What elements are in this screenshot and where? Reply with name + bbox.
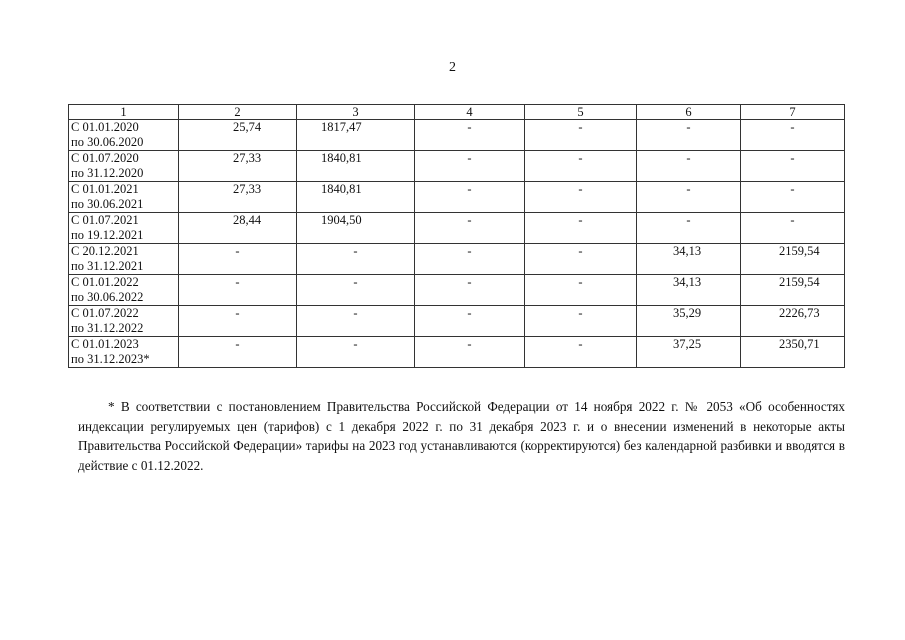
value-cell-col-5: - — [525, 182, 637, 213]
value-cell-col-4: - — [415, 275, 525, 306]
value-cell-col-2: 25,74 — [179, 120, 297, 151]
table-row — [69, 151, 845, 182]
period-end: по 30.06.2020 — [71, 135, 144, 149]
period-cell — [69, 244, 179, 275]
period-cell — [69, 213, 179, 244]
footnote: * В соответствии с постановлением Правительства Российской Федерации от 14 ноября 2022 г. № 2053 «Об особенностях индексации регулируемых цен (тарифов) с 1 декабря 2022 г. по 31 декабря 2023 г. и о внесении изменений в некоторые акты Правительства Российской Федерации» тарифы на 2023 год устанавливаются (корректируются) без календарной разбивки и вводятся в действие с 01.12.2022. — [78, 399, 845, 473]
period-end: по 19.12.2021 — [71, 228, 144, 242]
table-row — [69, 275, 845, 306]
value-cell-col-5: - — [525, 275, 637, 306]
value-cell-col-4: - — [415, 120, 525, 151]
column-header-3: 3 — [297, 105, 415, 120]
value-cell-col-4: - — [415, 182, 525, 213]
period-start: С 01.07.2022 — [71, 306, 139, 320]
period-start: С 01.01.2023 — [71, 337, 139, 351]
tariff-table — [68, 104, 845, 368]
period-end: по 31.12.2023* — [71, 352, 150, 366]
value-cell-col-4: - — [415, 151, 525, 182]
table-body — [69, 120, 845, 368]
value-cell-col-5: - — [525, 306, 637, 337]
period-start: С 01.07.2020 — [71, 151, 139, 165]
period-cell — [69, 120, 179, 151]
value-cell-col-5: - — [525, 244, 637, 275]
table-row — [69, 306, 845, 337]
value-cell-col-7: - — [741, 151, 845, 182]
value-cell-col-6: 37,25 — [637, 337, 741, 368]
value-cell-col-2: - — [179, 306, 297, 337]
period-start: С 20.12.2021 — [71, 244, 139, 258]
table-row — [69, 182, 845, 213]
period-end: по 30.06.2021 — [71, 197, 144, 211]
value-cell-col-7: - — [741, 120, 845, 151]
period-end: по 31.12.2021 — [71, 259, 144, 273]
value-cell-col-5: - — [525, 213, 637, 244]
value-cell-col-6: - — [637, 151, 741, 182]
value-cell-col-7: 2350,71 — [741, 337, 845, 368]
table-row — [69, 213, 845, 244]
column-header-1: 1 — [69, 105, 179, 120]
column-header-7: 7 — [741, 105, 845, 120]
value-cell-col-7: - — [741, 213, 845, 244]
table-row — [69, 244, 845, 275]
period-start: С 01.01.2021 — [71, 182, 139, 196]
period-start: С 01.01.2022 — [71, 275, 139, 289]
period-cell — [69, 337, 179, 368]
value-cell-col-3: 1817,47 — [297, 120, 415, 151]
period-cell — [69, 275, 179, 306]
value-cell-col-6: 35,29 — [637, 306, 741, 337]
table-row — [69, 120, 845, 151]
value-cell-col-6: - — [637, 213, 741, 244]
value-cell-col-4: - — [415, 337, 525, 368]
value-cell-col-6: 34,13 — [637, 244, 741, 275]
value-cell-col-5: - — [525, 120, 637, 151]
value-cell-col-7: - — [741, 182, 845, 213]
value-cell-col-6: - — [637, 182, 741, 213]
value-cell-col-3: - — [297, 306, 415, 337]
value-cell-col-2: - — [179, 275, 297, 306]
value-cell-col-2: 27,33 — [179, 151, 297, 182]
value-cell-col-4: - — [415, 306, 525, 337]
column-header-4: 4 — [415, 105, 525, 120]
period-cell — [69, 151, 179, 182]
column-header-2: 2 — [179, 105, 297, 120]
period-end: по 31.12.2022 — [71, 321, 144, 335]
column-header-6: 6 — [637, 105, 741, 120]
value-cell-col-7: 2159,54 — [741, 275, 845, 306]
value-cell-col-6: - — [637, 120, 741, 151]
value-cell-col-2: 27,33 — [179, 182, 297, 213]
value-cell-col-2: 28,44 — [179, 213, 297, 244]
page-number: 2 — [449, 60, 456, 75]
value-cell-col-7: 2226,73 — [741, 306, 845, 337]
column-header-5: 5 — [525, 105, 637, 120]
value-cell-col-3: - — [297, 337, 415, 368]
period-end: по 30.06.2022 — [71, 290, 144, 304]
value-cell-col-4: - — [415, 244, 525, 275]
value-cell-col-2: - — [179, 244, 297, 275]
table-header-row — [69, 105, 845, 120]
value-cell-col-3: 1840,81 — [297, 151, 415, 182]
value-cell-col-3: - — [297, 275, 415, 306]
value-cell-col-3: 1904,50 — [297, 213, 415, 244]
period-cell — [69, 306, 179, 337]
value-cell-col-6: 34,13 — [637, 275, 741, 306]
value-cell-col-3: 1840,81 — [297, 182, 415, 213]
period-cell — [69, 182, 179, 213]
value-cell-col-5: - — [525, 337, 637, 368]
value-cell-col-3: - — [297, 244, 415, 275]
table-row — [69, 337, 845, 368]
period-start: С 01.07.2021 — [71, 213, 139, 227]
value-cell-col-4: - — [415, 213, 525, 244]
period-start: С 01.01.2020 — [71, 120, 139, 134]
value-cell-col-2: - — [179, 337, 297, 368]
value-cell-col-7: 2159,54 — [741, 244, 845, 275]
period-end: по 31.12.2020 — [71, 166, 144, 180]
value-cell-col-5: - — [525, 151, 637, 182]
